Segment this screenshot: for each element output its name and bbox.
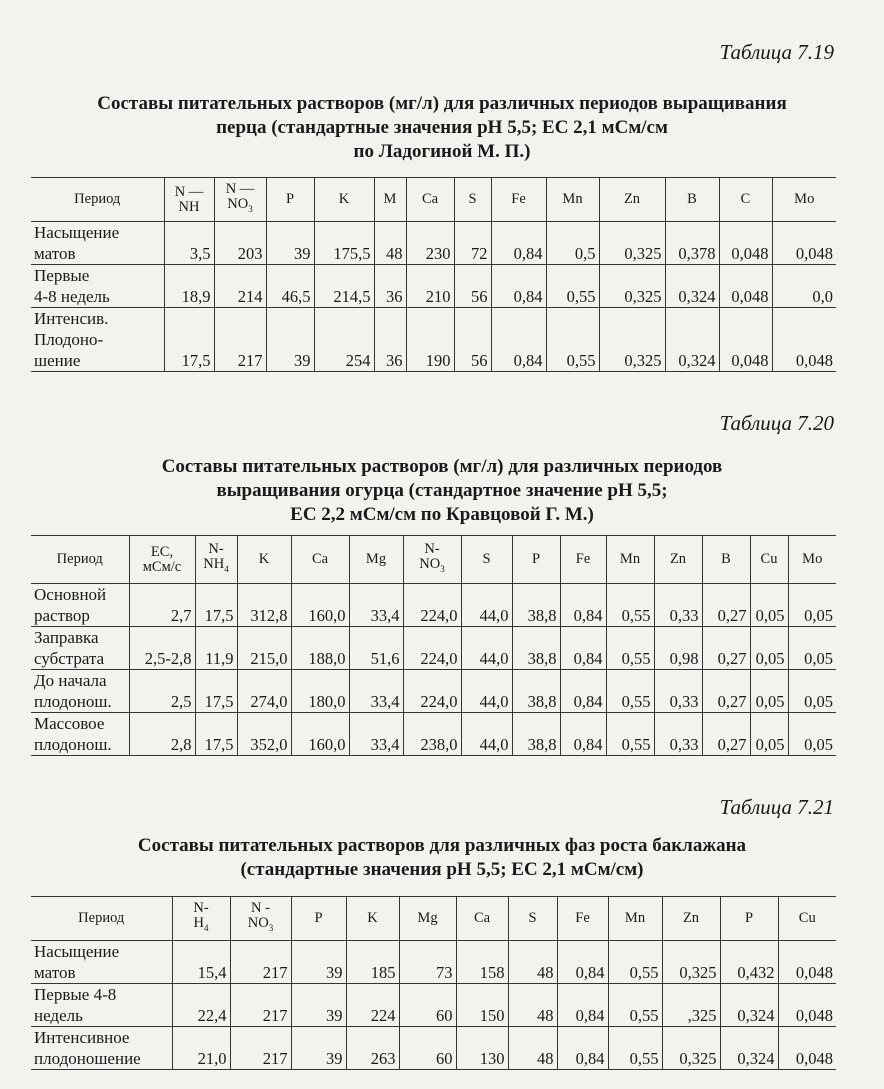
value-cell: 60 — [399, 984, 456, 1027]
value-cell: 150 — [456, 984, 508, 1027]
value-cell: 17,5 — [195, 584, 237, 627]
column-header: Fe — [560, 536, 606, 584]
value-cell: 46,5 — [266, 265, 314, 308]
value-cell: 44,0 — [461, 627, 512, 670]
period-cell — [31, 222, 164, 265]
value-cell: 0,048 — [778, 1027, 836, 1070]
column-header: ЕС, мСм/с — [129, 536, 195, 584]
value-cell: 39 — [291, 1027, 346, 1070]
value-cell: 158 — [456, 941, 508, 984]
value-cell: 0,84 — [491, 265, 546, 308]
value-cell: 190 — [406, 308, 454, 372]
value-cell: 48 — [508, 1027, 557, 1070]
value-cell: 17,5 — [164, 308, 214, 372]
value-cell: 0,27 — [702, 670, 750, 713]
value-cell: 0,33 — [654, 713, 702, 756]
period-cell — [31, 941, 172, 984]
period-line: Заправка — [34, 628, 99, 647]
value-cell: 0,05 — [750, 670, 788, 713]
value-cell: 0,5 — [546, 222, 599, 265]
period-line: недель — [34, 1006, 83, 1025]
period-line: матов — [34, 963, 76, 982]
value-cell: 0,27 — [702, 584, 750, 627]
period-line: матов — [34, 244, 76, 263]
value-cell: 0,55 — [608, 1027, 662, 1070]
value-cell: 0,325 — [599, 265, 665, 308]
value-cell: 214 — [214, 265, 266, 308]
column-header: S — [508, 897, 557, 941]
value-cell: 0,325 — [662, 941, 720, 984]
value-cell: 0,27 — [702, 627, 750, 670]
value-cell: 224,0 — [403, 670, 461, 713]
title-line: Составы питательных растворов (мг/л) для различных периодов — [161, 456, 723, 477]
value-cell: 263 — [346, 1027, 399, 1070]
column-header: Zn — [662, 897, 720, 941]
column-header: Mo — [772, 178, 836, 222]
value-cell: 254 — [314, 308, 374, 372]
value-cell: 44,0 — [461, 584, 512, 627]
column-header: Fe — [491, 178, 546, 222]
table-row — [31, 584, 836, 627]
title-line: Составы питательных растворов для различных фаз роста баклажана — [137, 835, 747, 856]
value-cell: 230 — [406, 222, 454, 265]
value-cell: 18,9 — [164, 265, 214, 308]
value-cell: 0,048 — [719, 265, 772, 308]
period-line: Интенсивное — [34, 1028, 130, 1047]
column-header: Mg — [349, 536, 403, 584]
column-header: N - $NO_3$ — [230, 897, 291, 941]
column-header: P — [266, 178, 314, 222]
value-cell: 56 — [454, 308, 491, 372]
value-cell: 2,5-2,8 — [129, 627, 195, 670]
column-header: B — [702, 536, 750, 584]
table-row — [31, 713, 836, 756]
column-header: Fe — [557, 897, 608, 941]
table-row — [31, 222, 836, 265]
value-cell: 0,048 — [772, 222, 836, 265]
value-cell: 11,9 — [195, 627, 237, 670]
value-cell: 39 — [291, 941, 346, 984]
column-header: S — [461, 536, 512, 584]
column-header: Ca — [291, 536, 349, 584]
period-line: Насыщение — [34, 942, 120, 961]
title-line: перца (стандартные значения рН 5,5; ЕС 2,1 мСм/см — [216, 117, 668, 138]
value-cell: 0,324 — [720, 984, 778, 1027]
period-cell — [31, 984, 172, 1027]
title-line: Составы питательных растворов (мг/л) для различных периодов выращивания — [97, 93, 787, 114]
column-header: Mo — [788, 536, 836, 584]
column-header-period: Период — [31, 536, 129, 584]
column-header: Zn — [599, 178, 665, 222]
value-cell: 217 — [230, 1027, 291, 1070]
value-cell: 17,5 — [195, 670, 237, 713]
value-cell: 36 — [374, 308, 406, 372]
table-row — [31, 984, 836, 1027]
column-header-period: Период — [31, 897, 172, 941]
value-cell: 44,0 — [461, 713, 512, 756]
value-cell: 0,05 — [788, 584, 836, 627]
value-cell: 215,0 — [237, 627, 291, 670]
value-cell: 0,55 — [606, 713, 654, 756]
value-cell: 39 — [291, 984, 346, 1027]
value-cell: 0,325 — [662, 1027, 720, 1070]
value-cell: 48 — [508, 941, 557, 984]
value-cell: 185 — [346, 941, 399, 984]
value-cell: 188,0 — [291, 627, 349, 670]
value-cell: 0,05 — [750, 713, 788, 756]
value-cell: 0,84 — [491, 308, 546, 372]
value-cell: 2,7 — [129, 584, 195, 627]
value-cell: 214,5 — [314, 265, 374, 308]
period-line: субстрата — [34, 649, 105, 668]
nutrient-table-eggplant — [31, 896, 836, 1070]
value-cell: 72 — [454, 222, 491, 265]
value-cell: 0,324 — [665, 308, 719, 372]
value-cell: 33,4 — [349, 670, 403, 713]
period-cell — [31, 670, 129, 713]
value-cell: 352,0 — [237, 713, 291, 756]
period-cell — [31, 713, 129, 756]
column-header: C — [719, 178, 772, 222]
period-cell — [31, 308, 164, 372]
column-header: Mn — [608, 897, 662, 941]
value-cell: 0,55 — [608, 984, 662, 1027]
value-cell: 56 — [454, 265, 491, 308]
value-cell: 238,0 — [403, 713, 461, 756]
value-cell: 0,55 — [546, 308, 599, 372]
value-cell: 2,5 — [129, 670, 195, 713]
nutrient-table-pepper — [31, 177, 836, 372]
value-cell: 0,55 — [606, 670, 654, 713]
value-cell: 0,55 — [546, 265, 599, 308]
value-cell: 217 — [214, 308, 266, 372]
column-header-period: Период — [31, 178, 164, 222]
period-line: Интенсив. — [34, 309, 109, 328]
period-line: раствор — [34, 606, 90, 625]
period-line: плодонош. — [34, 735, 112, 754]
value-cell: 38,8 — [512, 713, 560, 756]
period-line: Первые 4-8 — [34, 985, 117, 1004]
period-cell — [31, 265, 164, 308]
value-cell: 224,0 — [403, 584, 461, 627]
period-cell — [31, 627, 129, 670]
value-cell: 0,84 — [560, 670, 606, 713]
column-header: P — [512, 536, 560, 584]
table-number: Таблица 7.20 — [719, 411, 834, 435]
value-cell: 0,55 — [608, 941, 662, 984]
value-cell: 0,325 — [599, 222, 665, 265]
value-cell: 0,048 — [778, 941, 836, 984]
value-cell: 0,84 — [557, 984, 608, 1027]
value-cell: 33,4 — [349, 713, 403, 756]
value-cell: 73 — [399, 941, 456, 984]
value-cell: 217 — [230, 984, 291, 1027]
column-header: Zn — [654, 536, 702, 584]
period-line: До начала — [34, 671, 107, 690]
value-cell: 0,324 — [720, 1027, 778, 1070]
table-row — [31, 670, 836, 713]
column-header: Ca — [406, 178, 454, 222]
value-cell: 312,8 — [237, 584, 291, 627]
column-header: N — $NO_3$ — [214, 178, 266, 222]
value-cell: 0,33 — [654, 670, 702, 713]
table-title — [20, 455, 864, 527]
value-cell: 175,5 — [314, 222, 374, 265]
value-cell: 0,84 — [560, 627, 606, 670]
value-cell: 2,8 — [129, 713, 195, 756]
value-cell: 0,048 — [772, 308, 836, 372]
period-line: 4-8 недель — [34, 287, 110, 306]
table-row — [31, 265, 836, 308]
period-line: Первые — [34, 266, 90, 285]
table-title — [20, 834, 864, 882]
column-header: Mn — [546, 178, 599, 222]
column-header: S — [454, 178, 491, 222]
table-row — [31, 941, 836, 984]
value-cell: 0,98 — [654, 627, 702, 670]
column-header: N — NH — [164, 178, 214, 222]
value-cell: 0,55 — [606, 584, 654, 627]
value-cell: 0,432 — [720, 941, 778, 984]
value-cell: 36 — [374, 265, 406, 308]
value-cell: 38,8 — [512, 627, 560, 670]
table-number: Таблица 7.19 — [719, 40, 834, 64]
table-title — [20, 92, 864, 164]
value-cell: 0,324 — [665, 265, 719, 308]
value-cell: 224,0 — [403, 627, 461, 670]
value-cell: 3,5 — [164, 222, 214, 265]
value-cell: 0,27 — [702, 713, 750, 756]
value-cell: 44,0 — [461, 670, 512, 713]
value-cell: 0,05 — [750, 627, 788, 670]
table-row — [31, 1027, 836, 1070]
column-header: N- $NO_3$ — [403, 536, 461, 584]
value-cell: 60 — [399, 1027, 456, 1070]
column-header: P — [291, 897, 346, 941]
value-cell: 210 — [406, 265, 454, 308]
title-line: по Ладогиной М. П.) — [353, 141, 531, 162]
value-cell: ,325 — [662, 984, 720, 1027]
column-header: M — [374, 178, 406, 222]
value-cell: 21,0 — [172, 1027, 230, 1070]
value-cell: 217 — [230, 941, 291, 984]
value-cell: 17,5 — [195, 713, 237, 756]
value-cell: 224 — [346, 984, 399, 1027]
column-header: B — [665, 178, 719, 222]
column-header: Cu — [778, 897, 836, 941]
value-cell: 180,0 — [291, 670, 349, 713]
column-header: K — [346, 897, 399, 941]
period-cell — [31, 584, 129, 627]
value-cell: 0,048 — [719, 222, 772, 265]
value-cell: 38,8 — [512, 584, 560, 627]
column-header: N- $H_4$ — [172, 897, 230, 941]
value-cell: 39 — [266, 308, 314, 372]
column-header: Ca — [456, 897, 508, 941]
value-cell: 0,378 — [665, 222, 719, 265]
value-cell: 51,6 — [349, 627, 403, 670]
column-header: N- $NH_4$ — [195, 536, 237, 584]
value-cell: 0,55 — [606, 627, 654, 670]
column-header: Cu — [750, 536, 788, 584]
value-cell: 15,4 — [172, 941, 230, 984]
value-cell: 0,84 — [491, 222, 546, 265]
period-cell — [31, 1027, 172, 1070]
value-cell: 130 — [456, 1027, 508, 1070]
value-cell: 0,84 — [557, 1027, 608, 1070]
table-number: Таблица 7.21 — [719, 795, 834, 819]
table-row — [31, 308, 836, 372]
value-cell: 39 — [266, 222, 314, 265]
value-cell: 0,0 — [772, 265, 836, 308]
table-row — [31, 627, 836, 670]
value-cell: 38,8 — [512, 670, 560, 713]
value-cell: 0,325 — [599, 308, 665, 372]
value-cell: 0,84 — [557, 941, 608, 984]
title-line: (стандартные значения рН 5,5; ЕС 2,1 мСм/см) — [240, 859, 644, 880]
period-line: шение — [34, 351, 81, 370]
value-cell: 0,05 — [750, 584, 788, 627]
value-cell: 0,33 — [654, 584, 702, 627]
period-line: Основной — [34, 585, 107, 604]
value-cell: 0,05 — [788, 627, 836, 670]
value-cell: 274,0 — [237, 670, 291, 713]
value-cell: 0,84 — [560, 584, 606, 627]
column-header: Mn — [606, 536, 654, 584]
period-line: плодонош. — [34, 692, 112, 711]
value-cell: 160,0 — [291, 584, 349, 627]
period-line: плодоношение — [34, 1049, 141, 1068]
value-cell: 0,84 — [560, 713, 606, 756]
value-cell: 33,4 — [349, 584, 403, 627]
period-line: Массовое — [34, 714, 105, 733]
period-line: Насыщение — [34, 223, 120, 242]
column-header: K — [237, 536, 291, 584]
value-cell: 0,05 — [788, 670, 836, 713]
value-cell: 48 — [508, 984, 557, 1027]
value-cell: 22,4 — [172, 984, 230, 1027]
value-cell: 0,048 — [778, 984, 836, 1027]
value-cell: 203 — [214, 222, 266, 265]
value-cell: 0,05 — [788, 713, 836, 756]
value-cell: 0,048 — [719, 308, 772, 372]
value-cell: 160,0 — [291, 713, 349, 756]
column-header: K — [314, 178, 374, 222]
period-line: Плодоно- — [34, 330, 104, 349]
nutrient-table-cucumber — [31, 535, 836, 756]
title-line: ЕС 2,2 мСм/см по Кравцовой Г. М.) — [290, 504, 594, 525]
column-header: P — [720, 897, 778, 941]
column-header: Mg — [399, 897, 456, 941]
value-cell: 48 — [374, 222, 406, 265]
title-line: выращивания огурца (стандартное значение рН 5,5; — [216, 480, 668, 501]
